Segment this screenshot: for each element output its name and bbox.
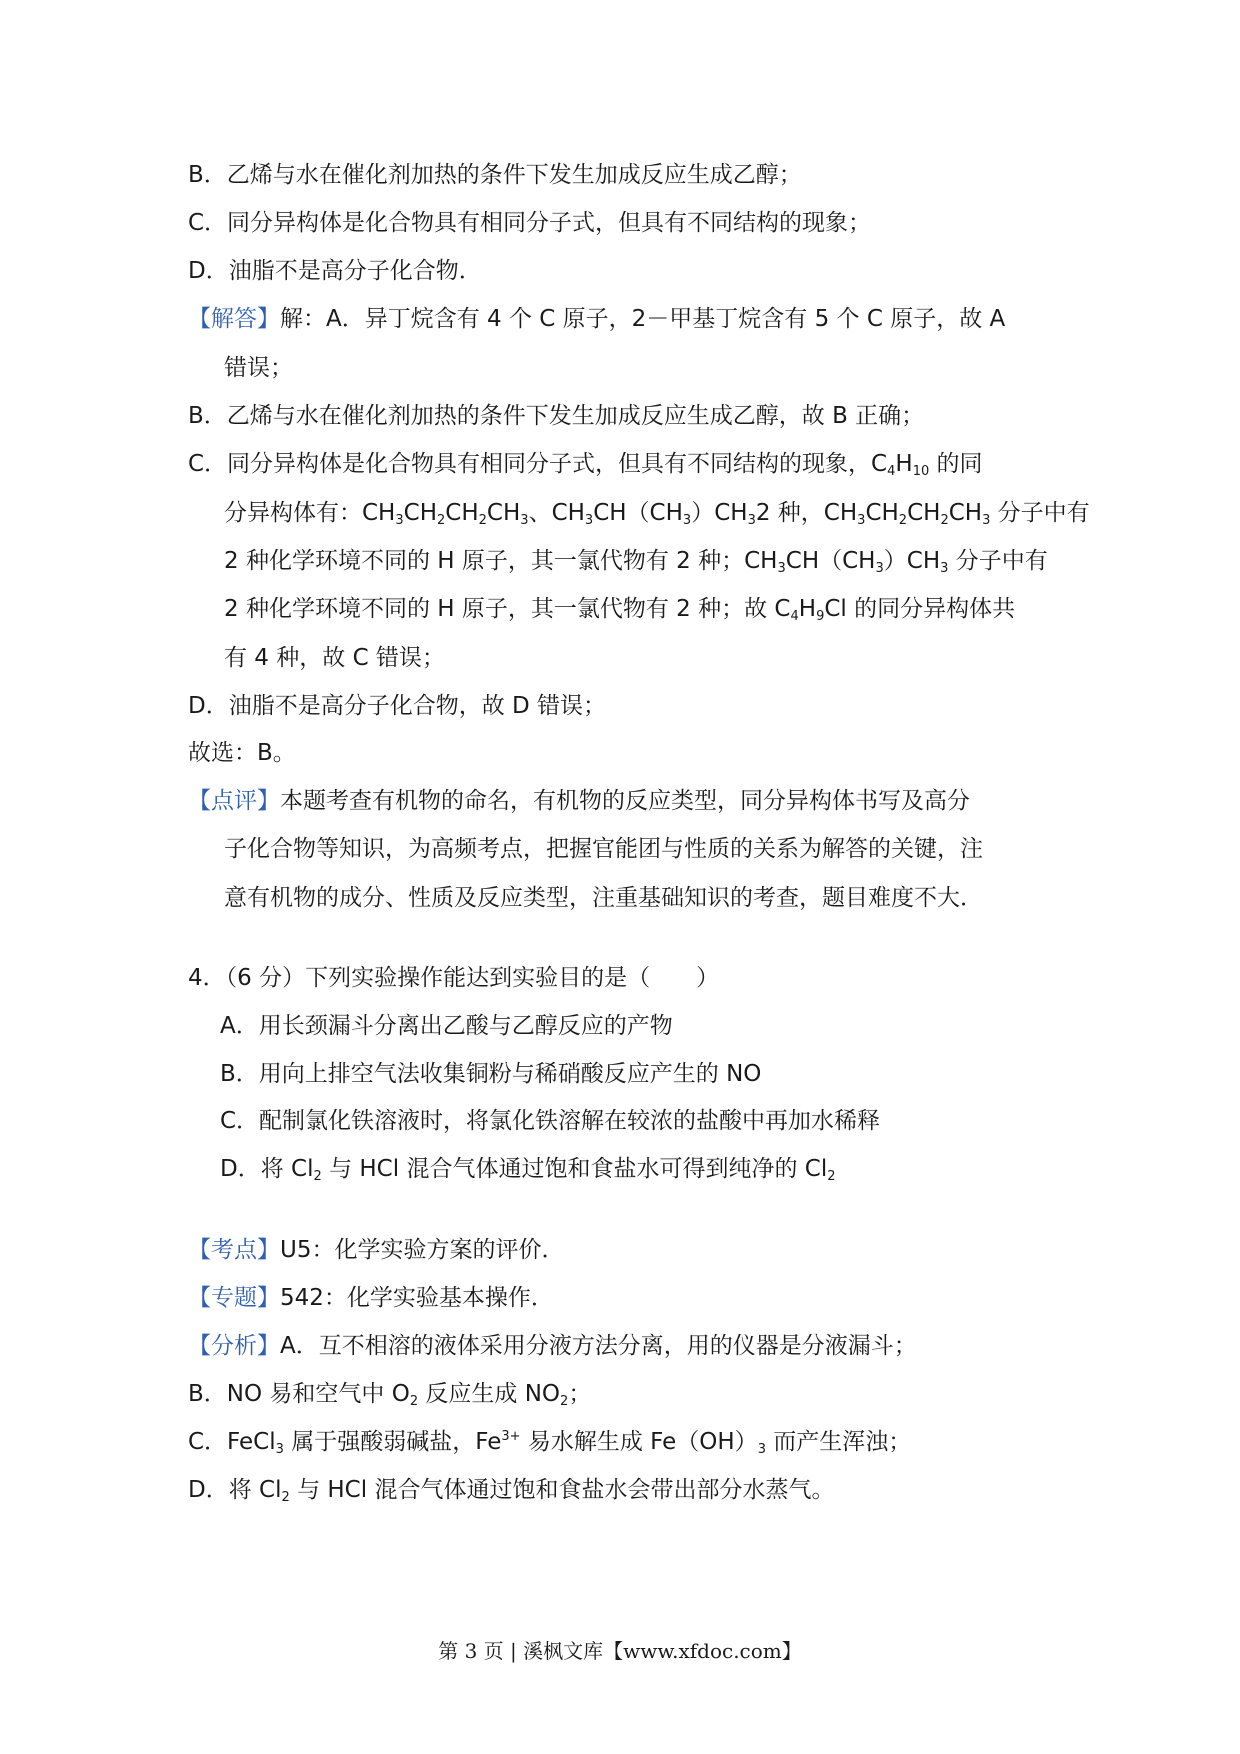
text-line: 【点评】本题考查有机物的命名，有机物的反应类型，同分异构体书写及高分 — [188, 788, 970, 814]
text-line: 【考点】U5：化学实验方案的评价． — [188, 1237, 565, 1263]
text-line: 【专题】542：化学实验基本操作． — [188, 1285, 554, 1311]
text-line: C．FeCl$_3$ 属于强酸弱碱盐，$Fe^{3+}$ 易水解生成 $Fe(OH)_3$ 而产生浑浊； — [188, 1429, 912, 1457]
text-line: D．将 $Cl_2$ 与 HCl 混合气体通过饱和食盐水会带出部分水蒸气。 — [188, 1477, 835, 1505]
text-line: 子化合物等知识，为高频考点，把握官能团与性质的关系为解答的关键，注 — [224, 836, 983, 862]
text-line: A．用长颈漏斗分离出乙酸与乙醇反应的产物 — [220, 1013, 673, 1039]
text-line: 故选：B。 — [188, 740, 296, 766]
text-line: 分异构体有：$CH_3CH_2CH_2CH_3$、$CH_3CH(CH_3)CH_32$ 种，$CH_3CH_2CH_2CH_3$ 分子中有 — [224, 500, 1090, 528]
text-line: D．油脂不是高分子化合物． — [188, 258, 482, 284]
text-line: D．将 $Cl_2$ 与 HCl 混合气体通过饱和食盐水可得到纯净的 $Cl_2$ — [220, 1156, 836, 1184]
text-line: B．NO 易和空气中 $O_2$ 反应生成 $NO_2$； — [188, 1381, 592, 1409]
text-line: 【解答】解：A．异丁烷含有 4 个 C 原子，2－甲基丁烷含有 5 个 C 原子，故 A — [188, 306, 1006, 332]
text-line: C．同分异构体是化合物具有相同分子式，但具有不同结构的现象； — [188, 210, 872, 236]
page-footer: 第 3 页 | 溪枫文库【www.xfdoc.com】 — [438, 1639, 802, 1663]
text-line: D．油脂不是高分子化合物，故 D 错误； — [188, 693, 607, 719]
text-line: 【分析】A．互不相溶的液体采用分液方法分离，用的仪器是分液漏斗； — [188, 1333, 917, 1359]
text-line: B．乙烯与水在催化剂加热的条件下发生加成反应生成乙醇，故 B 正确； — [188, 403, 925, 429]
text-line: B．乙烯与水在催化剂加热的条件下发生加成反应生成乙醇； — [188, 162, 802, 188]
text-line: 有 4 种，故 C 错误； — [224, 645, 445, 671]
text-line: 4．（6 分）下列实验操作能达到实验目的是（ ） — [188, 965, 720, 991]
text-line: 错误； — [224, 355, 293, 381]
text-line: 2 种化学环境不同的 H 原子，其一氯代物有 2 种；故 $C_4H_9Cl$ 的同分异构体共 — [224, 596, 1016, 624]
text-line: C．配制氯化铁溶液时，将氯化铁溶解在较浓的盐酸中再加水稀释 — [220, 1108, 881, 1134]
text-line: 意有机物的成分、性质及反应类型，注重基础知识的考查，题目难度不大． — [224, 885, 983, 911]
text-line: C．同分异构体是化合物具有相同分子式，但具有不同结构的现象，$C_4H_{10}$ 的同 — [188, 451, 983, 479]
text-line: B．用向上排空气法收集铜粉与稀硝酸反应产生的 NO — [220, 1061, 762, 1087]
text-line: 2 种化学环境不同的 H 原子，其一氯代物有 2 种；$CH_3CH(CH_3)CH_3$ 分子中有 — [224, 548, 1048, 576]
